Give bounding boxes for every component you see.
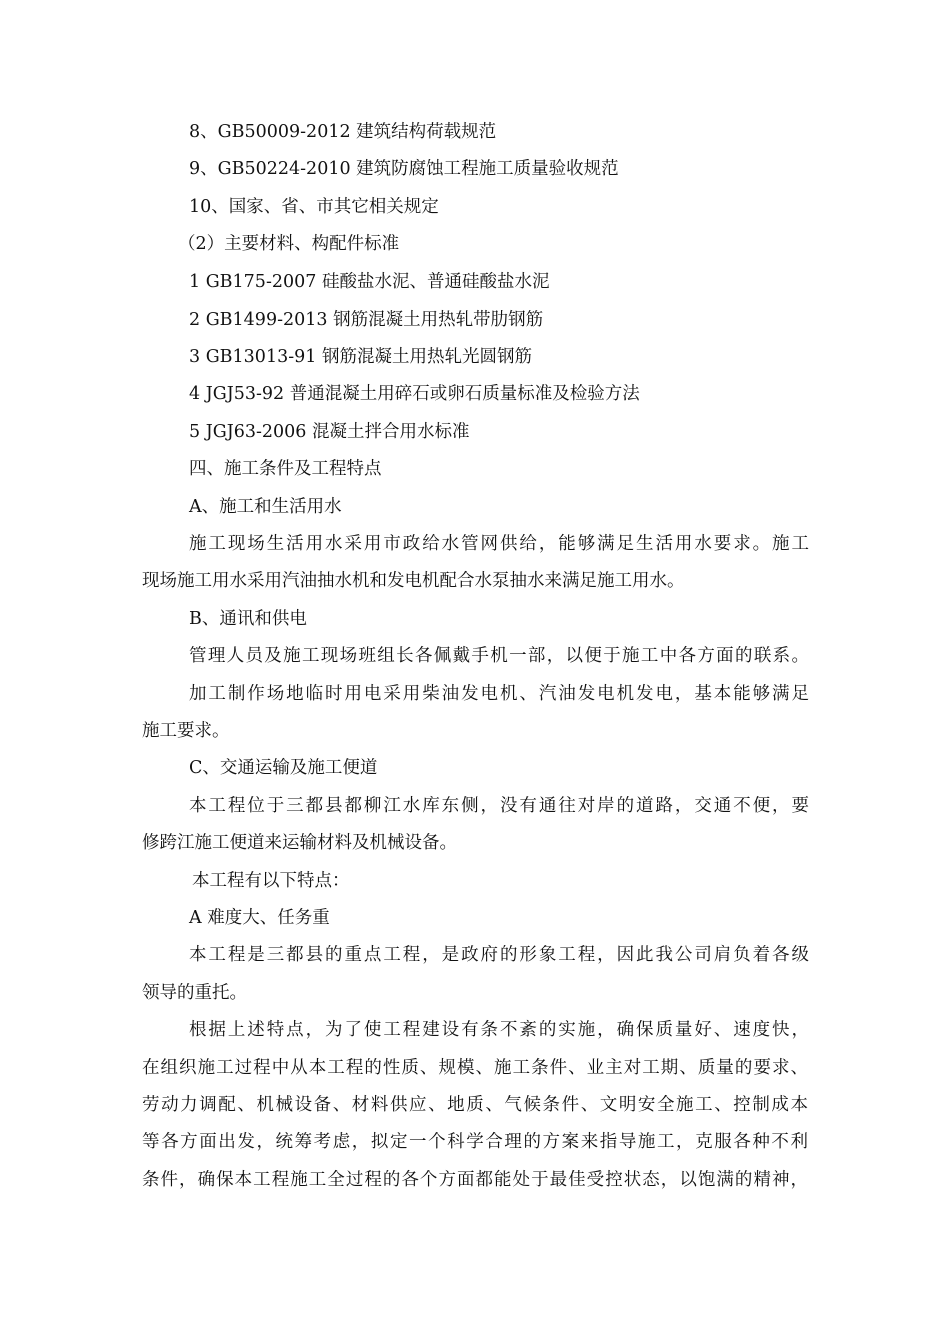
paragraph-water-line-2: 现场施工用水采用汽油抽水机和发电机配合水泵抽水来满足施工用水。 [142, 571, 685, 591]
standard-item-10: 10、国家、省、市其它相关规定 [189, 197, 439, 217]
standard-item-9: 9、GB50224-2010 建筑防腐蚀工程施工质量验收规范 [189, 159, 619, 179]
paragraph-summary-line-3: 劳动力调配、机械设备、材料供应、地质、气候条件、文明安全施工、控制成本 [142, 1095, 808, 1115]
paragraph-summary-line-5: 条件，确保本工程施工全过程的各个方面都能处于最佳受控状态，以饱满的精神， [142, 1170, 808, 1190]
paragraph-transport-line-2: 修跨江施工便道来运输材料及机械设备。 [142, 833, 457, 853]
paragraph-transport-line-1: 本工程位于三都县都柳江水库东侧，没有通往对岸的道路，交通不便，要 [189, 796, 809, 816]
paragraph-power-line-1: 加工制作场地临时用电采用柴油发电机、汽油发电机发电，基本能够满足 [189, 684, 809, 704]
paragraph-water-line-1: 施工现场生活用水采用市政给水管网供给，能够满足生活用水要求。施工 [189, 534, 809, 554]
subheading-water: A、施工和生活用水 [189, 497, 342, 517]
features-intro: 本工程有以下特点： [192, 871, 350, 891]
subheading-power: B、通讯和供电 [189, 609, 307, 629]
paragraph-summary-line-2: 在组织施工过程中从本工程的性质、规模、施工条件、业主对工期、质量的要求、 [142, 1058, 808, 1078]
paragraph-summary-line-1: 根据上述特点，为了使工程建设有条不紊的实施，确保质量好、速度快， [189, 1020, 809, 1040]
material-standard-3: 3 GB13013-91 钢筋混凝土用热轧光圆钢筋 [189, 347, 532, 367]
paragraph-communication: 管理人员及施工现场班组长各佩戴手机一部，以便于施工中各方面的联系。 [189, 646, 809, 666]
feature-a: A 难度大、任务重 [189, 908, 330, 928]
material-standard-5: 5 JGJ63-2006 混凝土拌合用水标准 [189, 422, 470, 442]
material-standard-1: 1 GB175-2007 硅酸盐水泥、普通硅酸盐水泥 [189, 272, 550, 292]
paragraph-power-line-2: 施工要求。 [142, 721, 230, 741]
paragraph-summary-line-4: 等各方面出发，统筹考虑，拟定一个科学合理的方案来指导施工，克服各种不利 [142, 1132, 808, 1152]
standard-item-8: 8、GB50009-2012 建筑结构荷载规范 [189, 122, 497, 142]
material-standard-4: 4 JGJ53-92 普通混凝土用碎石或卵石质量标准及检验方法 [189, 384, 640, 404]
section-heading-materials: （2）主要材料、构配件标准 [178, 234, 400, 254]
material-standard-2: 2 GB1499-2013 钢筋混凝土用热轧带肋钢筋 [189, 310, 544, 330]
section-heading-conditions: 四、施工条件及工程特点 [189, 459, 382, 479]
subheading-transport: C、交通运输及施工便道 [189, 758, 378, 778]
paragraph-feature-a-line-1: 本工程是三都县的重点工程，是政府的形象工程，因此我公司肩负着各级 [189, 945, 809, 965]
paragraph-feature-a-line-2: 领导的重托。 [142, 983, 247, 1003]
